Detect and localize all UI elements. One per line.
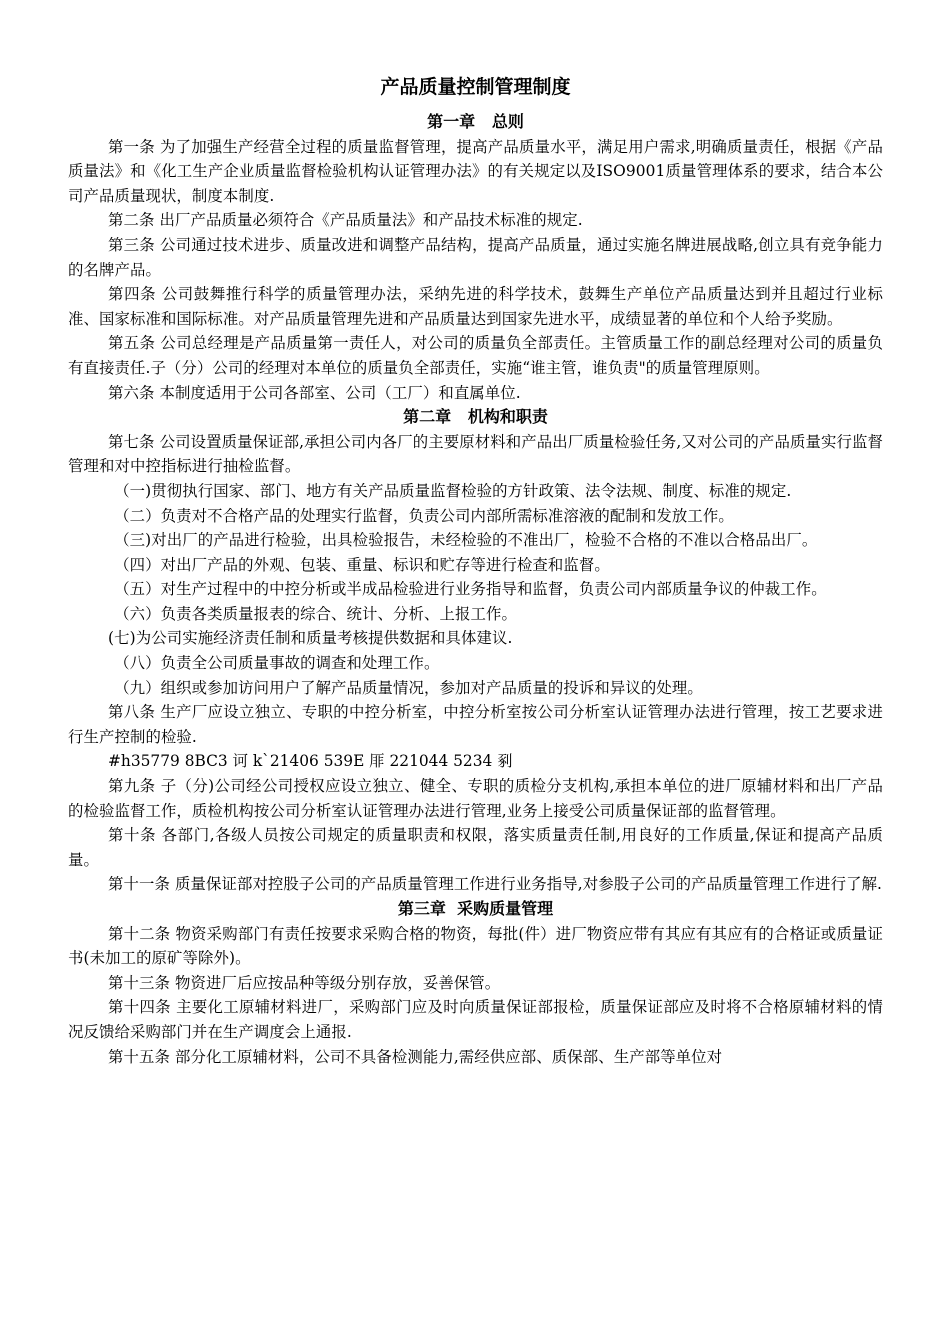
article-paragraph: 第五条 公司总经理是产品质量第一责任人，对公司的质量负全部责任。主管质量工作的副总经理对公司的质量负有直接责任.子（分）公司的经理对本单位的质量负全部责任，实施“谁主管，谁负责"的质量管理原则。 bbox=[68, 334, 883, 377]
garbled-code-line: #h35779 8BC3 诃 k`21406 539E 厞 221044 5234 剢 bbox=[108, 752, 513, 771]
chapter-heading: 第三章 采购质量管理 bbox=[397, 899, 554, 918]
article-paragraph: 第三条 公司通过技术进步、质量改进和调整产品结构，提高产品质量，通过实施名牌进展战略,创立具有竞争能力的名牌产品。 bbox=[68, 235, 883, 279]
sub-item-paragraph: （八）负责全公司质量事故的调查和处理工作。 bbox=[114, 654, 440, 673]
article-paragraph: 第一条 为了加强生产经营全过程的质量监督管理，提高产品质量水平，满足用户需求,明确质量责任，根据《产品质量法》和《化工生产企业质量监督检验机构认证管理办法》的有关规定以及ISO9001质量管理体系的要求，结合本公司产品质量现状，制度本制度. bbox=[68, 137, 883, 205]
article-paragraph: 第十三条 物资进厂后应按品种等级分别存放，妥善保管。 bbox=[108, 973, 501, 992]
article-paragraph: 第十条 各部门,各级人员按公司规定的质量职责和权限，落实质量责任制,用良好的工作质量,保证和提高产品质量。 bbox=[68, 826, 883, 869]
article-paragraph: 第六条 本制度适用于公司各部室、公司（工厂）和直属单位. bbox=[108, 383, 521, 402]
document-title: 产品质量控制管理制度 bbox=[380, 76, 571, 98]
article-paragraph: 第七条 公司设置质量保证部,承担公司内各厂的主要原材料和产品出厂质量检验任务,又对公司的产品质量实行监督管理和对中控指标进行抽检监督。 bbox=[68, 432, 883, 476]
chapter-heading: 第一章 总则 bbox=[427, 112, 524, 131]
sub-item-paragraph: （三)对出厂的产品进行检验，出具检验报告，未经检验的不准出厂，检验不合格的不准以合格品出厂。 bbox=[114, 531, 818, 550]
sub-item-paragraph: （一)贯彻执行国家、部门、地方有关产品质量监督检验的方针政策、法令法规、制度、标准的规定. bbox=[114, 481, 792, 500]
sub-item-paragraph: （六）负责各类质量报表的综合、统计、分析、上报工作。 bbox=[114, 604, 517, 623]
sub-item-paragraph: （四）对出厂产品的外观、包装、重量、标识和贮存等进行检查和监督。 bbox=[114, 555, 610, 574]
document-body bbox=[68, 110, 883, 1069]
article-paragraph: 第八条 生产厂应设立独立、专职的中控分析室，中控分析室按公司分析室认证管理办法进行管理，按工艺要求进行生产控制的检验. bbox=[68, 703, 883, 746]
article-paragraph: 第十四条 主要化工原辅材料进厂，采购部门应及时向质量保证部报检，质量保证部应及时将不合格原辅材料的情况反馈给采购部门并在生产调度会上通报. bbox=[68, 998, 883, 1041]
article-paragraph: 第十二条 物资采购部门有责任按要求采购合格的物资，每批(件）进厂物资应带有其应有其应有的合格证或质量证书(未加工的原矿等除外)。 bbox=[68, 924, 883, 968]
chapter-heading: 第二章 机构和职责 bbox=[403, 407, 548, 427]
article-paragraph: 第二条 出厂产品质量必须符合《产品质量法》和产品技术标准的规定. bbox=[108, 211, 583, 230]
sub-item-paragraph: （二）负责对不合格产品的处理实行监督，负责公司内部所需标准溶液的配制和发放工作。 bbox=[114, 506, 734, 525]
article-paragraph: (七)为公司实施经济责任制和质量考核提供数据和具体建议. bbox=[108, 629, 513, 648]
article-paragraph: 第四条 公司鼓舞推行科学的质量管理办法，采纳先进的科学技术，鼓舞生产单位产品质量达到并且超过行业标准、国家标准和国际标准。对产品质量管理先进和产品质量达到国家先进水平，成绩显著的单位和个人给予奖励。 bbox=[68, 285, 883, 328]
article-paragraph: 第九条 子（分)公司经公司授权应设立独立、健全、专职的质检分支机构,承担本单位的进厂原辅材料和出厂产品的检验监督工作，质检机构按公司分析室认证管理办法进行管理,业务上接受公司质量保证部的监督管理。 bbox=[68, 777, 883, 820]
article-paragraph: 第十五条 部分化工原辅材料，公司不具备检测能力,需经供应部、质保部、生产部等单位对 bbox=[108, 1047, 723, 1066]
article-paragraph: 第十一条 质量保证部对控股子公司的产品质量管理工作进行业务指导,对参股子公司的产品质量管理工作进行了解. bbox=[108, 875, 883, 894]
sub-item-paragraph: （九）组织或参加访问用户了解产品质量情况，参加对产品质量的投诉和异议的处理。 bbox=[114, 678, 703, 697]
sub-item-paragraph: （五）对生产过程中的中控分析或半成品检验进行业务指导和监督，负责公司内部质量争议的仲裁工作。 bbox=[114, 580, 827, 599]
